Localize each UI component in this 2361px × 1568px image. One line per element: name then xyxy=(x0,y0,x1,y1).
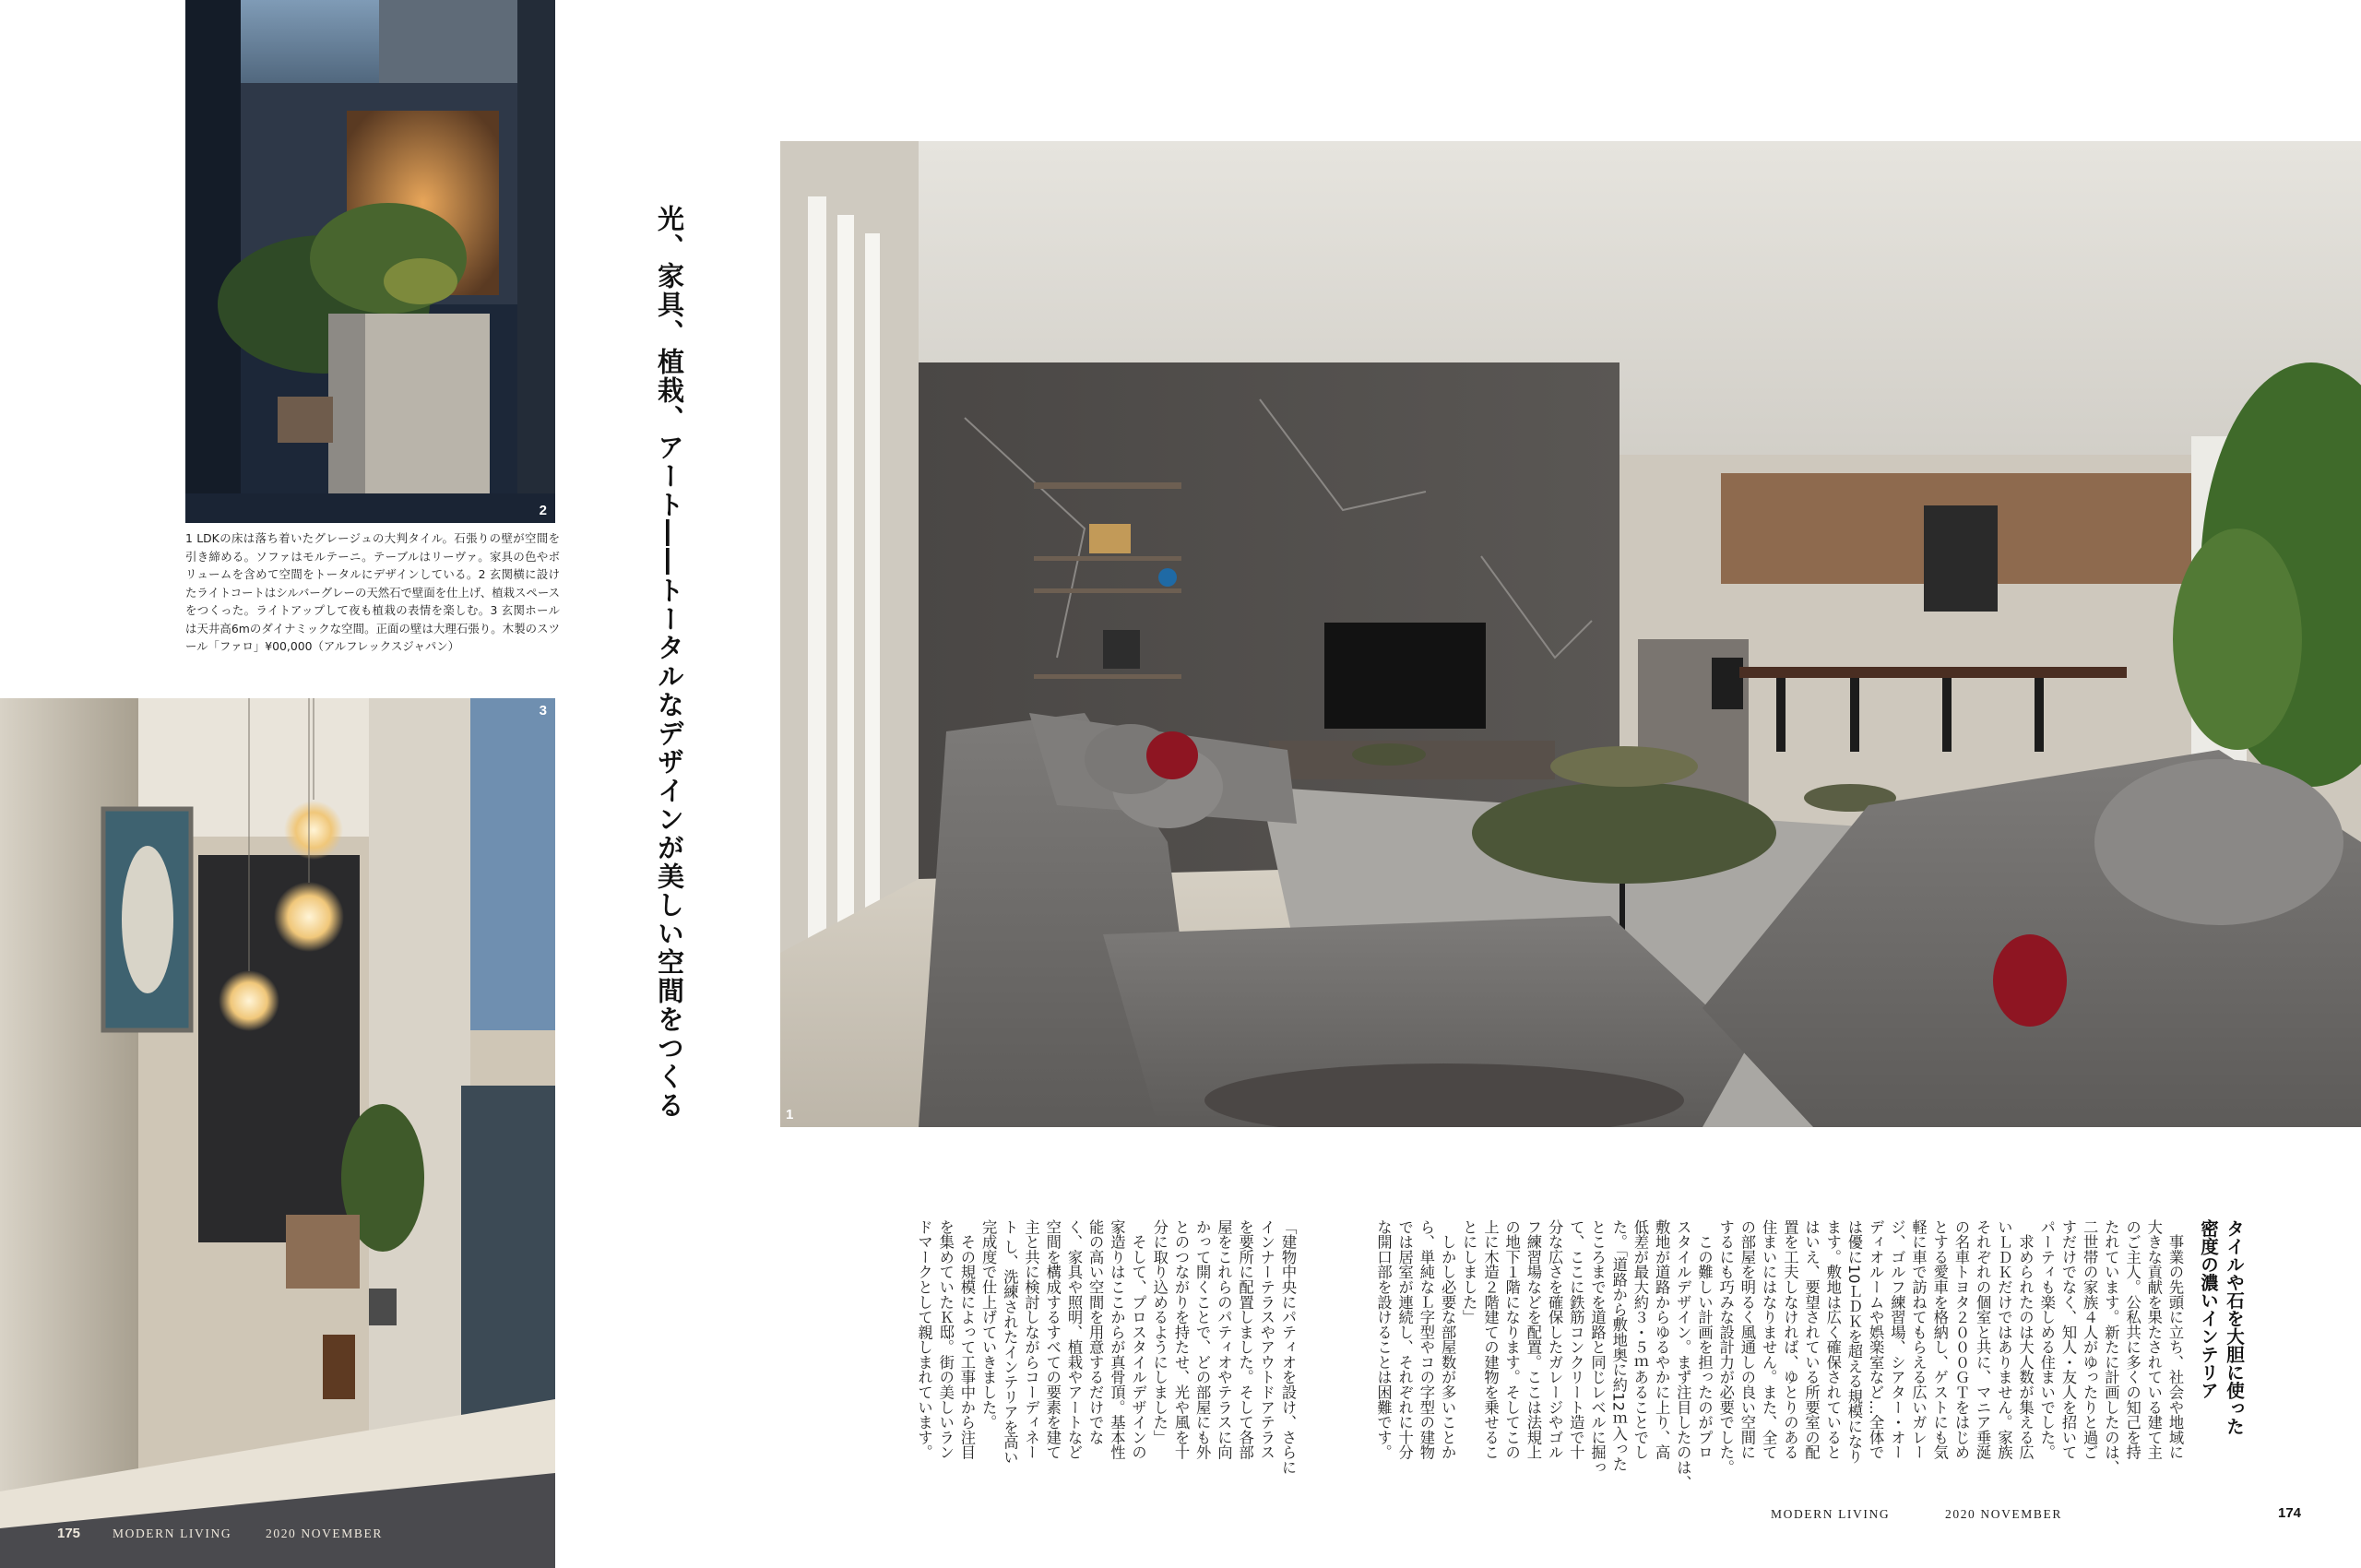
folio-left xyxy=(0,1526,555,1544)
folio-issue-right: 2020 NOVEMBER xyxy=(1945,1507,2062,1521)
article-subhead: タイルや石を大胆に使った 密度の濃いインテリア xyxy=(2198,1219,2245,1435)
folio-magazine-left: MODERN LIVING xyxy=(113,1526,232,1540)
photo-number-3: 3 xyxy=(539,703,547,719)
folio-issue-left: 2020 NOVEMBER xyxy=(266,1526,383,1540)
photo-caption: 1 LDKの床は落ち着いたグレージュの大判タイル。石張りの壁が空間を引き締める。ソファはモルテーニ。テーブルはリーヴァ。家具の色やボリュームを含めて空間をトータルにデザインしている。2 玄関横に設けたライトコートはシルバーグレーの天然石で壁面を仕上げ、植栽スペースをつくった。ライトアップして夜も植栽の表情を楽しむ。3 玄関ホールは天井高6mのダイナミックな空間。正面の壁は大理石張り。木製のスツール「ファロ」¥00,000（アルフレックスジャパン） xyxy=(185,531,560,653)
page-number-left: 175 xyxy=(57,1526,81,1541)
photo-light-court xyxy=(185,0,555,523)
body-text-left: 「建物中央にパティオを設け、さらに インナーテラスやアウトドアテラス を要所に配置しました。そして各部 屋をこれらのパティオやテラスに向 かって開くことで、どの部屋にも外 とのつながりを持たせ、光や風を十 分に取り込めるようにしました」 そして、プロスタイルデザインの 家造りはここからが真骨頂。基本性 能の高い空間を用意するだけでな く、家具や照明、植栽やアートなど 空間を構成するすべての要素を建て 主と共に検討しながらコーディネー ト し、洗練されたインテリアを高い 完成度で仕上げていきました。 その規模によって工事中から注目 を集めていたＫ邸。街の美しいラン ドマークとして親しまれています。 xyxy=(915,1219,1297,1475)
body-text-right: 事業の先頭に立ち、社会や地域に 大きな貢献を果たされている建て主 のご主人。公私共に多くの知己を持 たれています。新たに計画したのは、 二世帯の家族４人がゆったりと過ご すだけでなく、知人・友人を招いて パーティも楽しめる住まいでした。 求められたのは大人数が集える広 いＬＤＫだけではありません。家族 それぞれの個室と共に、マニア垂涎 の名車トヨタ２０００ＧＴをはじめ とする愛車を格納し、ゲストにも気 軽に車で訪ねてもらえる広いガレー ジ、ゴルフ練習場、シアター・オー ディオルームや娯楽室など…全体で は優に10ＬＤＫを超える規模になり ます。敷地は広く確保されていると はいえ、要望されている所要室の配 置を工夫しなければ、ゆとりのある 住まいにはなりません。また、全て の部屋を明るく風通しの良い空間に するにも巧みな設計力が必要でした。 この難しい計画を担ったのがプロ スタイルデザイン。まず注目したのは、 敷地が道路からゆるやかに上り、高 低差が最大約３・５ｍあることでし た。「道路から敷地奥に約12ｍ入った ところまでを道路と同じレベルに掘っ て、ここに鉄筋コンクリート造で十 分な広さを確保したガレージやゴル フ練習場などを配置。ここは法規上 の地下１階になります。そしてこの 上に木造２階建ての建物を乗せるこ とにしました」 しかし必要な部屋数が多いことか ら、単純なＬ字型やコの字型の建物 では居室が連続し、それぞれに十分 な開口部を設けることは困難です。 xyxy=(1374,1219,2184,1491)
folio-magazine-right: MODERN LIVING xyxy=(1771,1507,1891,1521)
photo-number-1: 1 xyxy=(786,1107,794,1123)
folio-right xyxy=(1771,1505,2302,1526)
photo-entrance-hall xyxy=(0,698,555,1568)
page-number-right: 174 xyxy=(2278,1505,2302,1521)
page-headline: 光、家具、植栽、アート――トータルなデザインが美しい空間をつくる xyxy=(654,205,685,1120)
photo-number-2: 2 xyxy=(539,503,547,518)
photo-ldk xyxy=(780,141,2361,1127)
